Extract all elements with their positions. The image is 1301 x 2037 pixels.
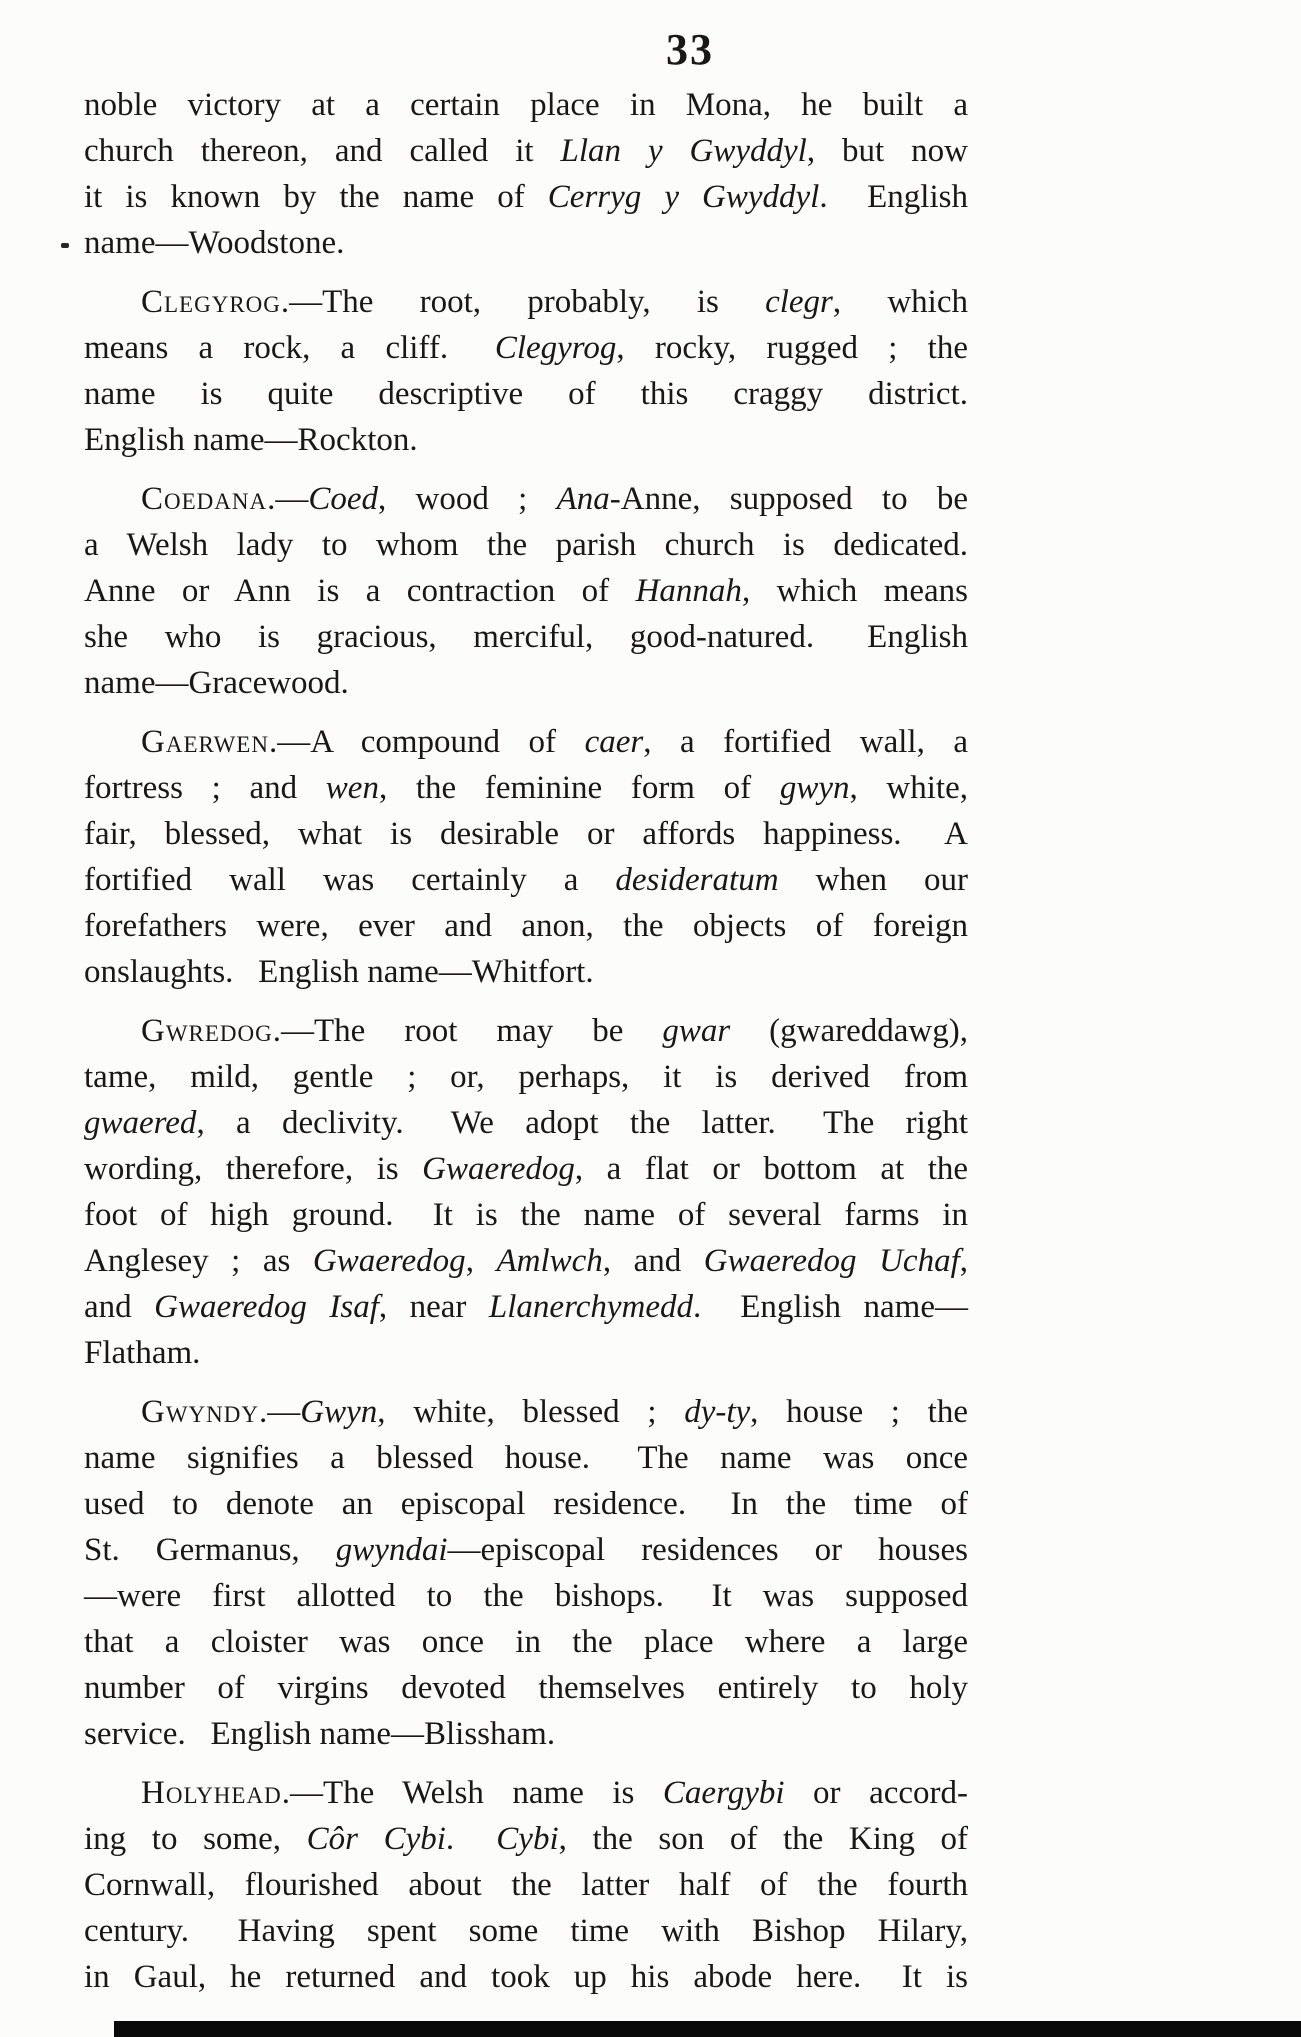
text-run: , which means <box>741 573 969 609</box>
text-line <box>84 279 968 325</box>
text-line <box>84 1192 968 1238</box>
text-line <box>84 765 968 811</box>
text-run: Cornwall, flourished about the latter half of the fourth <box>84 1867 968 1903</box>
text-run: Coed <box>308 481 379 517</box>
paragraph-holyhead <box>84 1770 968 2000</box>
text-run: used to denote an episcopal residence. In the time of <box>84 1486 968 1522</box>
text-run: , a declivity. We adopt the latter. The right <box>196 1105 968 1141</box>
text-line <box>84 1527 968 1573</box>
text-run: Ana <box>556 481 610 517</box>
text-run: fortified wall was certainly a <box>84 862 616 898</box>
text-line <box>84 1711 968 1757</box>
text-line <box>84 1816 968 1862</box>
text-run: , near <box>378 1289 489 1325</box>
text-run: Cerryg y Gwyddyl <box>547 179 820 215</box>
text-run: , a fortified wall, a <box>643 724 968 760</box>
text-run: century. Having spent some time with Bishop Hilary, <box>84 1913 968 1949</box>
paragraph-coedana <box>84 476 968 706</box>
text-line <box>84 1389 968 1435</box>
text-run: .— <box>258 1394 301 1430</box>
text-run: English name—Rockton. <box>84 422 418 458</box>
text-run: , and <box>602 1243 704 1279</box>
entry-headword: Gaerwen <box>141 724 269 760</box>
text-line <box>84 325 968 371</box>
text-run: Gwaeredog Isaf <box>154 1289 379 1325</box>
entry-headword: Clegyrog <box>141 284 281 320</box>
text-line <box>84 1330 968 1376</box>
text-run: .—A compound of <box>268 724 585 760</box>
text-run: or accord- <box>784 1775 968 1811</box>
paragraph-gaerwen <box>84 719 968 995</box>
text-line <box>84 82 968 128</box>
text-run: name—Woodstone. <box>84 225 345 261</box>
text-run: Gwaeredog Uchaf <box>703 1243 960 1279</box>
paragraph-gwyndy <box>84 1389 968 1757</box>
text-run: Cybi <box>496 1821 559 1857</box>
text-run: in Gaul, he returned and took up his abode here. It is <box>84 1959 968 1995</box>
text-line <box>84 1619 968 1665</box>
text-run: . <box>445 1821 497 1857</box>
text-line <box>84 1100 968 1146</box>
text-run: means a rock, a cliff. <box>84 330 495 366</box>
text-run: .— <box>267 481 309 517</box>
text-run: and <box>84 1289 155 1325</box>
text-run: ing to some, <box>84 1821 307 1857</box>
text-run: fair, blessed, what is desirable or affords happiness. A <box>84 816 968 852</box>
text-run: , the feminine form of <box>378 770 780 806</box>
text-run: desideratum <box>615 862 779 898</box>
text-line <box>84 1146 968 1192</box>
paragraph-gwredog <box>84 1008 968 1376</box>
text-run: , the son of the King of <box>558 1821 969 1857</box>
text-run: she who is gracious, merciful, good-natured. English <box>84 619 968 655</box>
text-run: onslaughts. English name—Whitfort. <box>84 954 594 990</box>
text-run: dy-ty <box>684 1394 751 1430</box>
text-run: .—The root may be <box>272 1013 663 1049</box>
paragraph-woodstone-continuation <box>84 82 968 266</box>
text-run: , <box>959 1243 968 1279</box>
text-run: wording, therefore, is <box>84 1151 423 1187</box>
text-run: when our <box>778 862 969 898</box>
text-run: , <box>465 1243 497 1279</box>
text-run: name is quite descriptive of this craggy district. <box>84 376 968 412</box>
text-run: , a flat or bottom at the <box>574 1151 969 1187</box>
text-line <box>84 1481 968 1527</box>
text-run: —were first allotted to the bishops. It was supposed <box>84 1578 968 1614</box>
text-line <box>84 811 968 857</box>
text-run: Gwaeredog <box>312 1243 466 1279</box>
scan-artifact-dot <box>61 243 69 248</box>
text-line <box>84 719 968 765</box>
text-run: , rocky, rugged ; the <box>616 330 968 366</box>
text-run: (gwareddawg), <box>730 1013 968 1049</box>
text-run: . English name— <box>692 1289 968 1325</box>
text-line <box>84 1054 968 1100</box>
text-run: a Welsh lady to whom the parish church is dedicated. <box>84 527 968 563</box>
page-number: 33 <box>666 25 714 74</box>
text-run: Anne or Ann is a contraction of <box>84 573 636 609</box>
text-line <box>84 1770 968 1816</box>
page-text <box>84 82 968 2000</box>
text-run: that a cloister was once in the place where a large <box>84 1624 968 1660</box>
text-run: Amlwch <box>496 1243 603 1279</box>
text-run: tame, mild, gentle ; or, perhaps, it is derived from <box>84 1059 968 1095</box>
text-line <box>84 128 968 174</box>
text-run: fortress ; and <box>84 770 326 806</box>
text-line <box>84 417 968 463</box>
text-line <box>84 371 968 417</box>
text-run: foot of high ground. It is the name of several farms in <box>84 1197 968 1233</box>
text-run: noble victory at a certain place in Mona, he built a <box>84 87 968 123</box>
text-line <box>84 568 968 614</box>
text-run: .—The root, probably, is <box>280 284 766 320</box>
text-run: gwaered <box>84 1105 197 1141</box>
text-run: -Anne, supposed to be <box>609 481 968 517</box>
text-run: church thereon, and called it <box>84 133 561 169</box>
text-run: , white, blessed ; <box>377 1394 685 1430</box>
text-run: service. English name—Blissham. <box>84 1716 556 1752</box>
text-run: Llanerchymedd <box>488 1289 693 1325</box>
text-run: Clegyrog <box>494 330 617 366</box>
text-run: St. Germanus, <box>84 1532 336 1568</box>
entry-headword: Gwyndy <box>141 1394 259 1430</box>
text-run: gwyndai <box>335 1532 448 1568</box>
text-run: wen <box>325 770 379 806</box>
text-line <box>84 660 968 706</box>
text-line <box>84 1008 968 1054</box>
text-run: Llan y Gwyddyl <box>560 133 807 169</box>
text-line <box>84 903 968 949</box>
text-run: , house ; the <box>750 1394 968 1430</box>
text-run: , but now <box>806 133 969 169</box>
text-run: name—Gracewood. <box>84 665 349 701</box>
entry-headword: Holyhead <box>141 1775 282 1811</box>
text-run: Anglesey ; as <box>84 1243 313 1279</box>
text-run: Côr Cybi <box>306 1821 446 1857</box>
text-run: gwar <box>662 1013 731 1049</box>
text-run: caer <box>584 724 644 760</box>
text-run: .—The Welsh name is <box>281 1775 663 1811</box>
text-run: . English <box>819 179 968 215</box>
text-run: Caergybi <box>662 1775 785 1811</box>
entry-headword: Coedana <box>141 481 268 517</box>
text-line <box>84 857 968 903</box>
text-line <box>84 1862 968 1908</box>
text-line <box>84 1435 968 1481</box>
paragraph-clegyrog <box>84 279 968 463</box>
text-run: Gwyn <box>300 1394 378 1430</box>
text-line <box>84 1954 968 2000</box>
entry-headword: Gwredog <box>141 1013 273 1049</box>
text-line <box>84 522 968 568</box>
text-run: , white, <box>849 770 968 806</box>
text-run: gwyn <box>779 770 850 806</box>
text-run: forefathers were, ever and anon, the objects of foreign <box>84 908 968 944</box>
text-run: Flatham. <box>84 1335 201 1371</box>
text-line <box>84 220 968 266</box>
scan-edge-bar <box>114 2021 1301 2037</box>
text-line <box>84 1284 968 1330</box>
text-line <box>84 614 968 660</box>
text-run: , which <box>832 284 968 320</box>
text-run: , wood ; <box>378 481 557 517</box>
text-run: number of virgins devoted themselves entirely to holy <box>84 1670 968 1706</box>
text-line <box>84 1238 968 1284</box>
text-line <box>84 476 968 522</box>
text-line <box>84 174 968 220</box>
text-run: Gwaeredog <box>422 1151 575 1187</box>
text-run: it is known by the name of <box>84 179 548 215</box>
text-line <box>84 949 968 995</box>
text-line <box>84 1573 968 1619</box>
text-run: —episcopal residences or houses <box>447 1532 969 1568</box>
text-run: name signifies a blessed house. The name was once <box>84 1440 968 1476</box>
text-line <box>84 1665 968 1711</box>
text-run: clegr <box>765 284 833 320</box>
text-run: Hannah <box>635 573 742 609</box>
text-line <box>84 1908 968 1954</box>
